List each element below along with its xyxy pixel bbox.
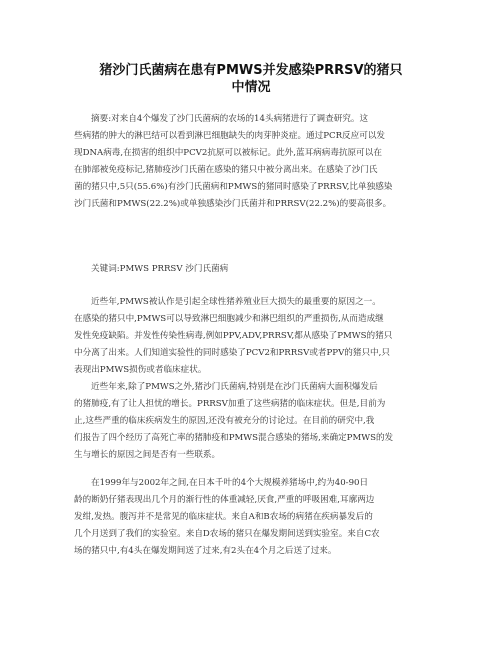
text-line: 止,这些严重的临床疾病发生的原因,还没有被充分的讨论过。在目前的研究中,我 <box>74 416 375 427</box>
title-line: 猪沙门氏菌病在患有PMWS并发感染PRRSV的猪只 <box>99 63 403 78</box>
title-line: 中情况 <box>231 80 271 96</box>
text-line: 摘要:对来自4个爆发了沙门氏菌病的农场的14头病猪进行了调查研究。这 <box>91 114 369 124</box>
text-line: 中分离了出来。人们知道实验性的同时感染了PCV2和PRRSV或者PPV的猪只中,只 <box>74 348 390 359</box>
text-line: 们报告了四个经历了高死亡率的猪肺疫和PMWS混合感染的猪场,来确定PMWS的发 <box>74 433 394 444</box>
text-line: 现DNA病毒,在损害的组织中PCV2抗原可以被标记。此外,蓝耳病病毒抗原可以在 <box>74 148 382 159</box>
body-paragraph-2 <box>74 379 428 464</box>
text-line: 菌的猪只中,5只(55.6%)有沙门氏菌病和PMWS的猪同时感染了PRRSV,比单独感染 <box>74 182 393 193</box>
text-line: 在1999年与2002年之间,在日本千叶的4个大规模养猪场中,约为40-90日 <box>91 478 369 488</box>
text-line: 发性免疫缺陷。并发性传染性病毒,例如PPV,ADV,PRRSV,都从感染了PMWS的猪只 <box>74 331 393 342</box>
text-line: 近些年,PMWS被认作是引起全球性猪养殖业巨大损失的最重要的原因之一。 <box>91 297 381 307</box>
keywords-line <box>74 261 428 278</box>
text-line: 在感染的猪只中,PMWS可以导致淋巴细胞减少和淋巴组织的严重损伤,从而造成继 <box>74 314 384 325</box>
keywords-text: 关键词:PMWS PRRSV 沙门氏菌病 <box>91 264 229 274</box>
body-paragraph-1 <box>74 294 428 379</box>
text-line: 表现出PMWS损伤或者临床症状。 <box>74 365 207 376</box>
text-line: 几个月送到了我们的实验室。来自D农场的猪只在爆发期间送到实验室。来自C农 <box>74 529 380 540</box>
text-line: 在肺部被免疫标记,猪肺疫沙门氏菌在感染的猪只中被分离出来。在感染了沙门氏 <box>74 165 378 176</box>
text-line: 生与增长的原因之间是否有一些联系。 <box>74 450 221 461</box>
abstract-paragraph <box>74 111 428 214</box>
text-line: 沙门氏菌和PMWS(22.2%)或单独感染沙门氏菌并和PRRSV(22.2%)的要高很多。 <box>74 199 392 210</box>
text-line: 些病猪的肿大的淋巴结可以看到淋巴细胞缺失的肉芽肿炎症。通过PCR反应可以发 <box>74 131 386 142</box>
text-line: 的猪肺疫,有了让人担忧的增长。PRRSV加重了这些病猪的临床症状。但是,目前为 <box>74 399 386 410</box>
body-paragraph-3 <box>74 475 428 560</box>
text-line: 龄的断奶仔猪表现出几个月的渐行性的体重减轻,厌食,严重的呼吸困难,耳廓两边 <box>74 495 375 506</box>
text-line: 发绀,发热。腹泻并不是常见的临床症状。来自A和B农场的病猪在疾病暴发后的 <box>74 512 373 523</box>
text-line: 场的猪只中,有4头在爆发期间送了过来,有2头在4个月之后送了过来。 <box>74 546 337 557</box>
document-title <box>60 62 442 96</box>
text-line: 近些年来,除了PMWS之外,猪沙门氏菌病,特别是在沙门氏菌病大面积爆发后 <box>91 382 378 392</box>
